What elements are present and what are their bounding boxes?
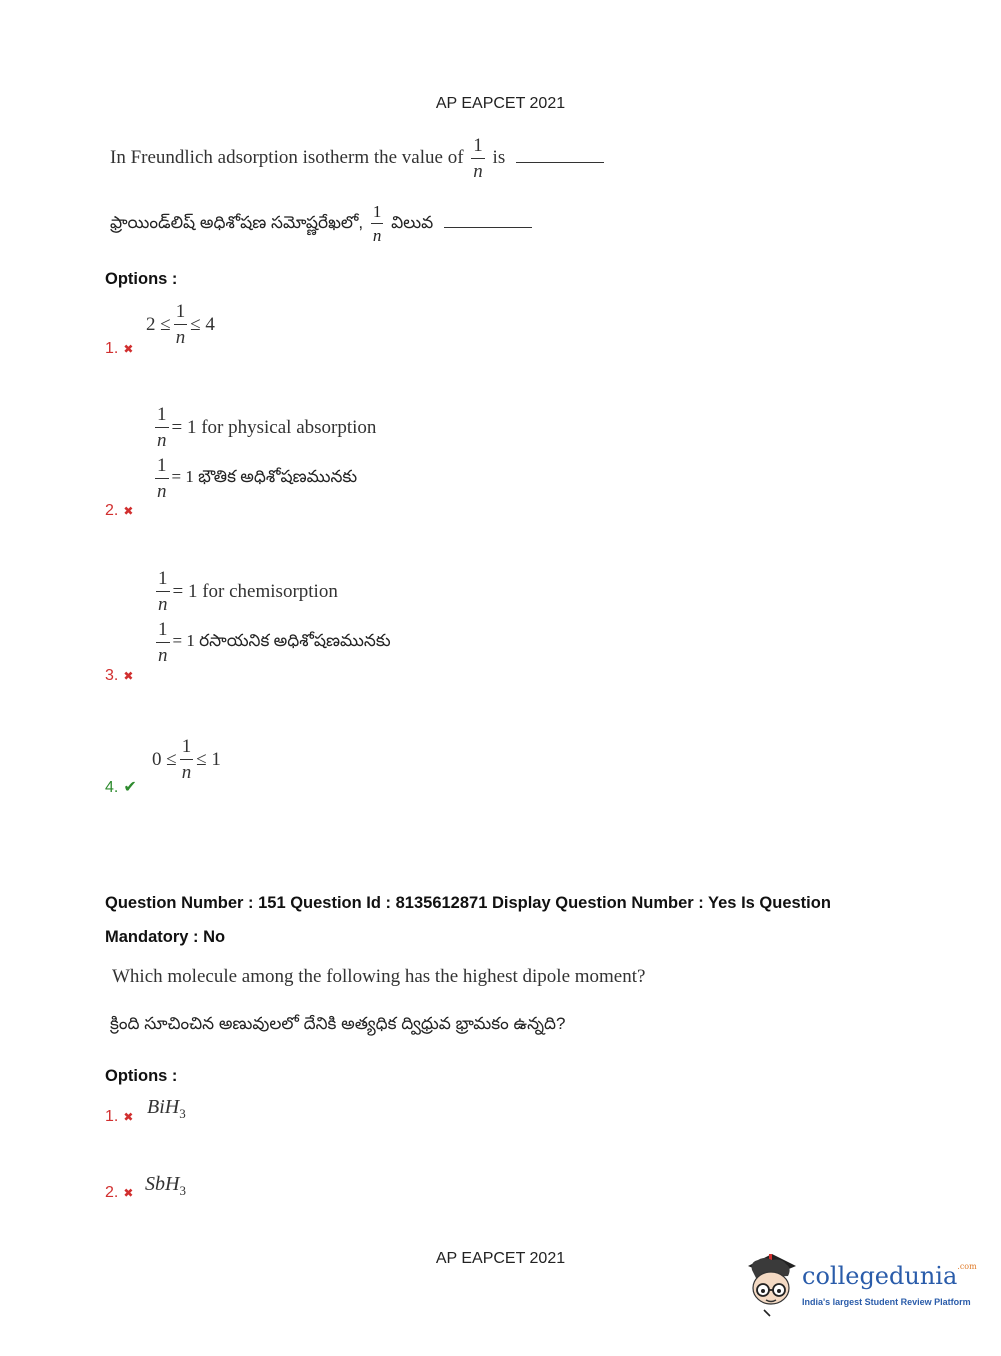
question-meta-line-1: Question Number : 151 Question Id : 8135612871 Display Question Number : Yes Is Question — [105, 894, 831, 912]
option-2-content: $\frac{1}{n}$ = 1 for physical absorption $\frac{1}{n}$ = 1 భౌతిక అధిశోషణమునకు — [157, 404, 377, 502]
student-mascot-icon — [742, 1250, 802, 1322]
option-1-content: BiH$_3$ — [147, 1096, 186, 1121]
collegedunia-logo[interactable] — [742, 1250, 977, 1322]
fraction-one-over-n: $\frac{1}{n}$ — [157, 404, 167, 451]
option-1-marker[interactable]: 1. ✖ — [105, 1108, 134, 1125]
cross-icon: ✖ — [123, 342, 134, 356]
fraction-one-over-n: $\frac{1}{n}$ — [158, 619, 168, 666]
options-label: Options : — [105, 270, 178, 288]
cross-icon: ✖ — [123, 1186, 134, 1200]
brand-name: collegedunia$^{.com}$ — [802, 1262, 977, 1290]
question-text-english — [110, 136, 604, 181]
option-1-content: 2 ≤ $\frac{1}{n}$ ≤ 4 — [146, 301, 215, 348]
question-text-telugu: క్రింది సూచించిన అణువులలో దేనికి అత్యధిక ద్విధ్రువ భ్రామకం ఉన్నది? — [110, 1014, 566, 1033]
option-2-marker[interactable]: 2. ✖ — [105, 502, 134, 519]
options-label: Options : — [105, 1067, 178, 1085]
fraction-one-over-n: $\frac{1}{n}$ — [157, 455, 167, 502]
option-2-content: SbH$_3$ — [145, 1173, 186, 1198]
fraction-one-over-n: $\frac{1}{n}$ — [181, 736, 192, 783]
question-text-en-after: is — [492, 146, 506, 168]
question-text-en: In Freundlich adsorption isotherm the value of — [110, 146, 464, 168]
option-4-marker[interactable]: 4. ✔ — [105, 779, 137, 796]
brand-tagline: India's largest Student Review Platform — [802, 1297, 971, 1307]
question-text-te: ఫ్రాయిండ్‌లిష్ అధిశోషణ సమోష్ణరేఖలో, — [110, 212, 364, 232]
question-meta-line-2: Mandatory : No — [105, 928, 226, 946]
cross-icon: ✖ — [123, 504, 134, 518]
option-2-marker[interactable]: 2. ✖ — [105, 1184, 134, 1201]
answer-blank — [516, 162, 604, 163]
option-3-content: $\frac{1}{n}$ = 1 for chemisorption $\frac{1}{n}$ = 1 రసాయనిక అధిశోషణమునకు — [158, 568, 391, 666]
fraction-one-over-n: $\frac{1}{n}$ — [473, 135, 483, 182]
page-header: AP EAPCET 2021 — [435, 95, 566, 112]
fraction-one-over-n: $\frac{1}{n}$ — [175, 301, 186, 348]
fraction-one-over-n: $\frac{1}{n}$ — [158, 568, 168, 615]
question-text-english: Which molecule among the following has the highest dipole moment? — [112, 966, 646, 987]
page-footer: AP EAPCET 2021 — [435, 1250, 566, 1267]
question-text-telugu — [110, 203, 532, 244]
answer-blank — [444, 227, 532, 228]
check-icon: ✔ — [123, 779, 137, 796]
option-1-marker[interactable]: 1. ✖ — [105, 340, 134, 357]
question-text-te-after: విలువ — [391, 212, 434, 232]
cross-icon: ✖ — [123, 669, 134, 683]
option-3-marker[interactable]: 3. ✖ — [105, 667, 134, 684]
cross-icon: ✖ — [123, 1110, 134, 1124]
option-4-content: 0 ≤ $\frac{1}{n}$ ≤ 1 — [152, 736, 221, 783]
fraction-one-over-n: $\frac{1}{n}$ — [372, 202, 382, 245]
